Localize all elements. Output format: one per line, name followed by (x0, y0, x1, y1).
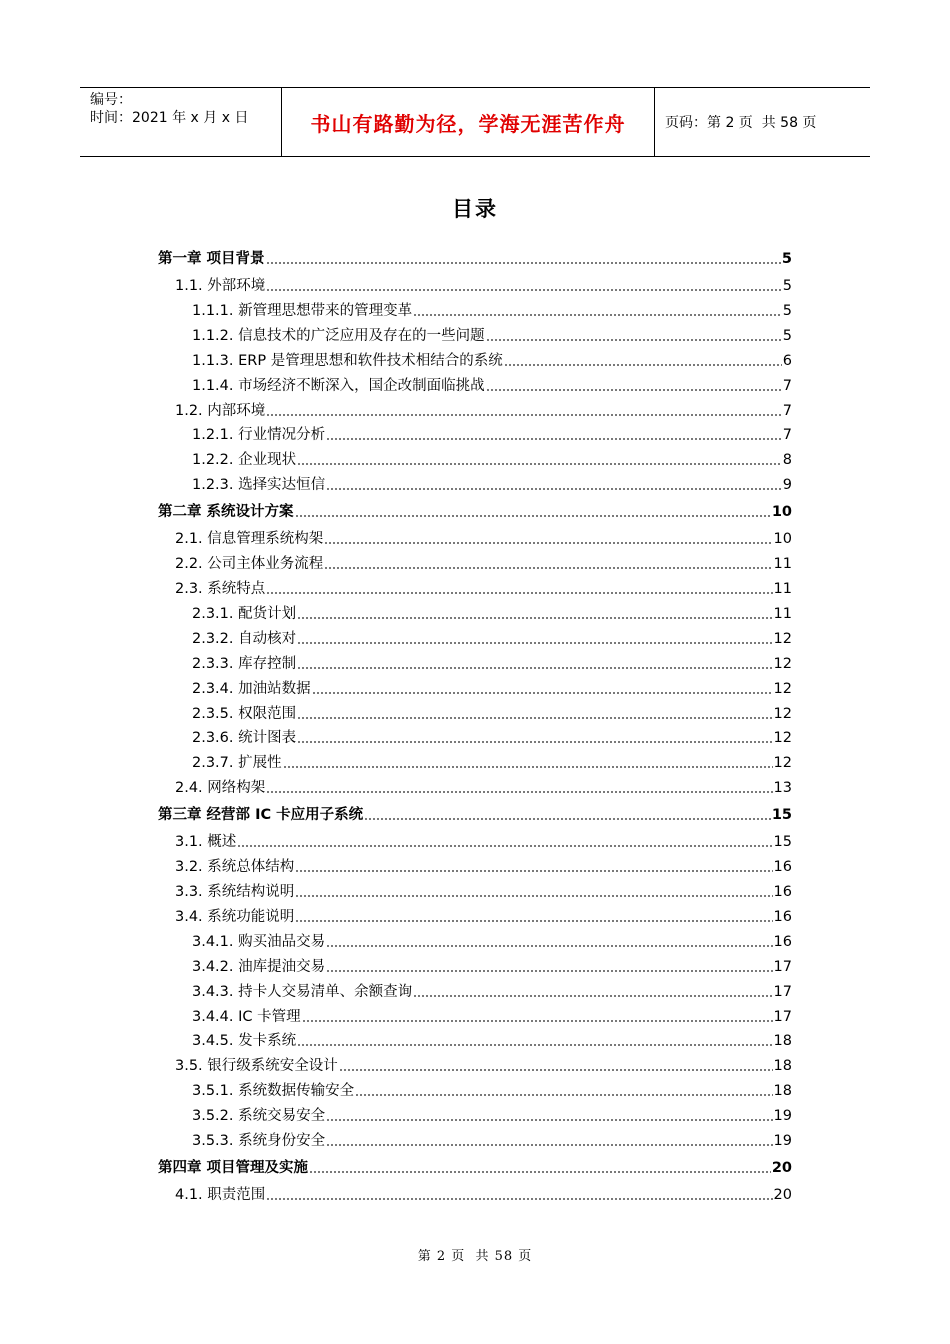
toc-leader-dots (326, 970, 772, 972)
toc-leader-dots (326, 438, 782, 440)
toc-leader-dots (413, 995, 772, 997)
toc-leader-dots (283, 766, 773, 768)
toc-entry-page: 12 (773, 730, 792, 747)
toc-entry-label: 第四章 项目管理及实施 (158, 1160, 309, 1176)
toc-entry[interactable] (175, 578, 792, 600)
toc-entry[interactable] (192, 300, 792, 322)
toc-leader-dots (297, 642, 772, 644)
toc-entry[interactable] (192, 1006, 792, 1028)
toc-entry-label: 2.3. 系统特点 (175, 581, 266, 597)
toc-chapter[interactable] (158, 1157, 792, 1179)
toc-entry[interactable] (192, 628, 792, 650)
toc-entry-label: 4.1. 职责范围 (175, 1187, 266, 1203)
toc-entry-label: 2.3.3. 库存控制 (192, 655, 297, 672)
toc-entry-label: 3.5.1. 系统数据传输安全 (192, 1083, 355, 1100)
toc-entry-page: 12 (773, 655, 792, 672)
toc-entry[interactable] (192, 956, 792, 978)
toc-leader-dots (302, 1020, 773, 1022)
toc-entry[interactable] (192, 752, 792, 774)
toc-entry[interactable] (192, 931, 792, 953)
toc-entry-label: 3.5. 银行级系统安全设计 (175, 1058, 338, 1075)
toc-entry-page: 7 (782, 377, 792, 394)
toc-chapter[interactable] (158, 804, 792, 826)
toc-entry-page: 11 (773, 581, 792, 597)
toc-leader-dots (266, 1198, 772, 1200)
toc-entry-page: 9 (782, 477, 792, 494)
toc-entry-label: 1.2.2. 企业现状 (192, 452, 297, 469)
toc-entry[interactable] (192, 474, 792, 496)
toc-leader-dots (297, 617, 772, 619)
toc-entry[interactable] (175, 528, 792, 550)
toc-entry-label: 2.1. 信息管理系统构架 (175, 531, 324, 548)
toc-entry-label: 2.3.1. 配货计划 (192, 605, 297, 622)
toc-entry[interactable] (175, 777, 792, 799)
toc-entry-page: 17 (773, 983, 792, 1000)
toc-entry-page: 5 (782, 327, 792, 344)
toc-entry[interactable] (192, 981, 792, 1003)
toc-entry[interactable] (175, 881, 792, 903)
toc-leader-dots (266, 592, 772, 594)
toc-entry[interactable] (192, 375, 792, 397)
toc-entry[interactable] (175, 400, 792, 422)
toc-entry-label: 3.4.1. 购买油品交易 (192, 933, 326, 950)
toc-entry[interactable] (192, 678, 792, 700)
toc-entry-page: 11 (773, 556, 792, 573)
toc-entry-page: 6 (782, 352, 792, 369)
toc-leader-dots (312, 692, 773, 694)
toc-entry-page: 10 (773, 531, 792, 548)
toc-entry-label: 1.1.4. 市场经济不断深入，国企改制面临挑战 (192, 377, 485, 394)
toc-entry-label: 1.2. 内部环境 (175, 402, 266, 419)
toc-leader-dots (266, 289, 781, 291)
toc-entry-label: 3.5.2. 系统交易安全 (192, 1108, 326, 1125)
toc-entry[interactable] (175, 856, 792, 878)
toc-entry-page: 20 (771, 1160, 792, 1176)
toc-leader-dots (364, 818, 771, 820)
toc-entry-label: 3.4.2. 油库提油交易 (192, 958, 326, 975)
toc-entry[interactable] (192, 1080, 792, 1102)
toc-entry-label: 第一章 项目背景 (158, 251, 265, 267)
toc-title: 目录 (452, 197, 498, 221)
toc-leader-dots (324, 567, 772, 569)
toc-entry-page: 15 (773, 834, 792, 851)
toc-entry-label: 3.4. 系统功能说明 (175, 908, 295, 925)
toc-leader-dots (326, 1119, 772, 1121)
toc-leader-dots (339, 1069, 773, 1071)
toc-entry-page: 5 (782, 278, 792, 294)
toc-entry[interactable] (175, 1184, 792, 1206)
toc-entry-page: 18 (773, 1033, 792, 1050)
toc-entry-page: 12 (773, 680, 792, 697)
toc-leader-dots (486, 339, 782, 341)
toc-entry[interactable] (192, 703, 792, 725)
toc-leader-dots (266, 262, 781, 264)
toc-entry-label: 2.3.5. 权限范围 (192, 705, 297, 722)
toc-entry[interactable] (192, 653, 792, 675)
toc-entry-label: 2.2. 公司主体业务流程 (175, 556, 324, 573)
toc-entry-page: 18 (773, 1083, 792, 1100)
toc-entry-page: 17 (773, 1008, 792, 1025)
toc-entry-label: 1.2.3. 选择实达恒信 (192, 477, 326, 494)
toc-entry-page: 13 (773, 780, 792, 797)
toc-entry-page: 7 (782, 427, 792, 444)
toc-leader-dots (297, 1044, 772, 1046)
toc-entry-page: 16 (773, 859, 792, 876)
toc-entry-label: 3.3. 系统结构说明 (175, 884, 295, 900)
toc-entry-page: 19 (773, 1108, 792, 1125)
toc-entry-label: 3.4.4. IC 卡管理 (192, 1008, 301, 1025)
toc-entry-page: 18 (773, 1058, 792, 1075)
toc-leader-dots (326, 945, 772, 947)
toc-entry-label: 第二章 系统设计方案 (158, 504, 294, 521)
toc-entry-page: 19 (773, 1133, 792, 1149)
toc-leader-dots (326, 1144, 772, 1146)
toc-entry-label: 2.3.4. 加油站数据 (192, 680, 311, 697)
toc-entry[interactable] (175, 831, 792, 853)
toc-entry[interactable] (192, 449, 792, 471)
toc-entry-label: 3.4.5. 发卡系统 (192, 1033, 297, 1050)
toc-entry-label: 第三章 经营部 IC 卡应用子系统 (158, 807, 364, 824)
toc-entry-page: 5 (782, 302, 792, 319)
toc-entry-label: 1.2.1. 行业情况分析 (192, 427, 326, 444)
toc-entry-page: 15 (771, 807, 792, 824)
toc-entry[interactable] (192, 1105, 792, 1127)
toc-entry-label: 2.3.6. 统计图表 (192, 730, 297, 747)
toc-entry-page: 8 (782, 452, 792, 469)
toc-entry-label: 1.1.1. 新管理思想带来的管理变革 (192, 302, 413, 319)
toc-entry-page: 5 (781, 251, 792, 267)
toc-entry-page: 17 (773, 958, 792, 975)
toc-entry-page: 16 (773, 884, 792, 900)
toc-leader-dots (266, 414, 781, 416)
toc-leader-dots (297, 741, 772, 743)
toc-entry[interactable] (175, 906, 792, 928)
toc-leader-dots (295, 920, 772, 922)
toc-entry-page: 16 (773, 908, 792, 925)
toc-entry[interactable] (175, 275, 792, 297)
toc-leader-dots (237, 845, 772, 847)
toc-entry-page: 12 (773, 630, 792, 647)
toc-entry[interactable] (192, 424, 792, 446)
toc-chapter[interactable] (158, 248, 792, 270)
time-label: 时间：2021 年 x 月 x 日 (90, 110, 249, 126)
toc-entry-page: 11 (773, 605, 792, 622)
toc-entry[interactable] (175, 1055, 792, 1077)
toc-entry-page: 7 (782, 402, 792, 419)
toc-entry[interactable] (192, 325, 792, 347)
toc-leader-dots (486, 389, 782, 391)
toc-entry[interactable] (192, 603, 792, 625)
toc-chapter[interactable] (158, 501, 792, 523)
toc-entry-page: 10 (771, 504, 792, 521)
toc-leader-dots (326, 488, 782, 490)
toc-entry[interactable] (192, 1030, 792, 1052)
toc-leader-dots (295, 895, 772, 897)
toc-leader-dots (413, 314, 782, 316)
toc-entry-label: 2.4. 网络构架 (175, 780, 266, 797)
toc-entry-label: 3.1. 概述 (175, 834, 237, 851)
toc-leader-dots (266, 791, 772, 793)
toc-entry[interactable] (192, 350, 792, 372)
toc-entry-label: 1.1.3. ERP 是管理思想和软件技术相结合的系统 (192, 352, 503, 369)
number-label: 编号： (90, 92, 132, 108)
toc-entry[interactable] (192, 1130, 792, 1152)
toc-entry-page: 20 (773, 1187, 792, 1203)
toc-leader-dots (324, 542, 772, 544)
toc-entry-page: 12 (773, 705, 792, 722)
toc-leader-dots (297, 667, 772, 669)
toc-entry-label: 1.1. 外部环境 (175, 278, 266, 294)
toc-leader-dots (295, 515, 771, 517)
page-footer: 第 2 页 共 58 页 (417, 1249, 533, 1264)
toc-leader-dots (504, 364, 782, 366)
toc-entry-label: 2.3.2. 自动核对 (192, 630, 297, 647)
toc-entry-label: 3.5.3. 系统身份安全 (192, 1133, 326, 1149)
toc-entry-label: 2.3.7. 扩展性 (192, 755, 282, 772)
toc-entry-label: 1.1.2. 信息技术的广泛应用及存在的一些问题 (192, 327, 485, 344)
toc-leader-dots (309, 1171, 771, 1173)
header-motto: 书山有路勤为径，学海无涯苦作舟 (281, 88, 655, 156)
toc-entry-label: 3.2. 系统总体结构 (175, 859, 295, 876)
toc-entry[interactable] (192, 727, 792, 749)
toc-leader-dots (355, 1094, 772, 1096)
toc-entry-label: 3.4.3. 持卡人交易清单、余额查询 (192, 983, 413, 1000)
toc-entry-page: 12 (773, 755, 792, 772)
toc-leader-dots (297, 463, 782, 465)
toc-entry-page: 16 (773, 933, 792, 950)
toc-leader-dots (297, 717, 772, 719)
toc-leader-dots (295, 870, 772, 872)
header-page-info: 页码：第 2 页 共 58 页 (665, 115, 817, 131)
toc-entry[interactable] (175, 553, 792, 575)
